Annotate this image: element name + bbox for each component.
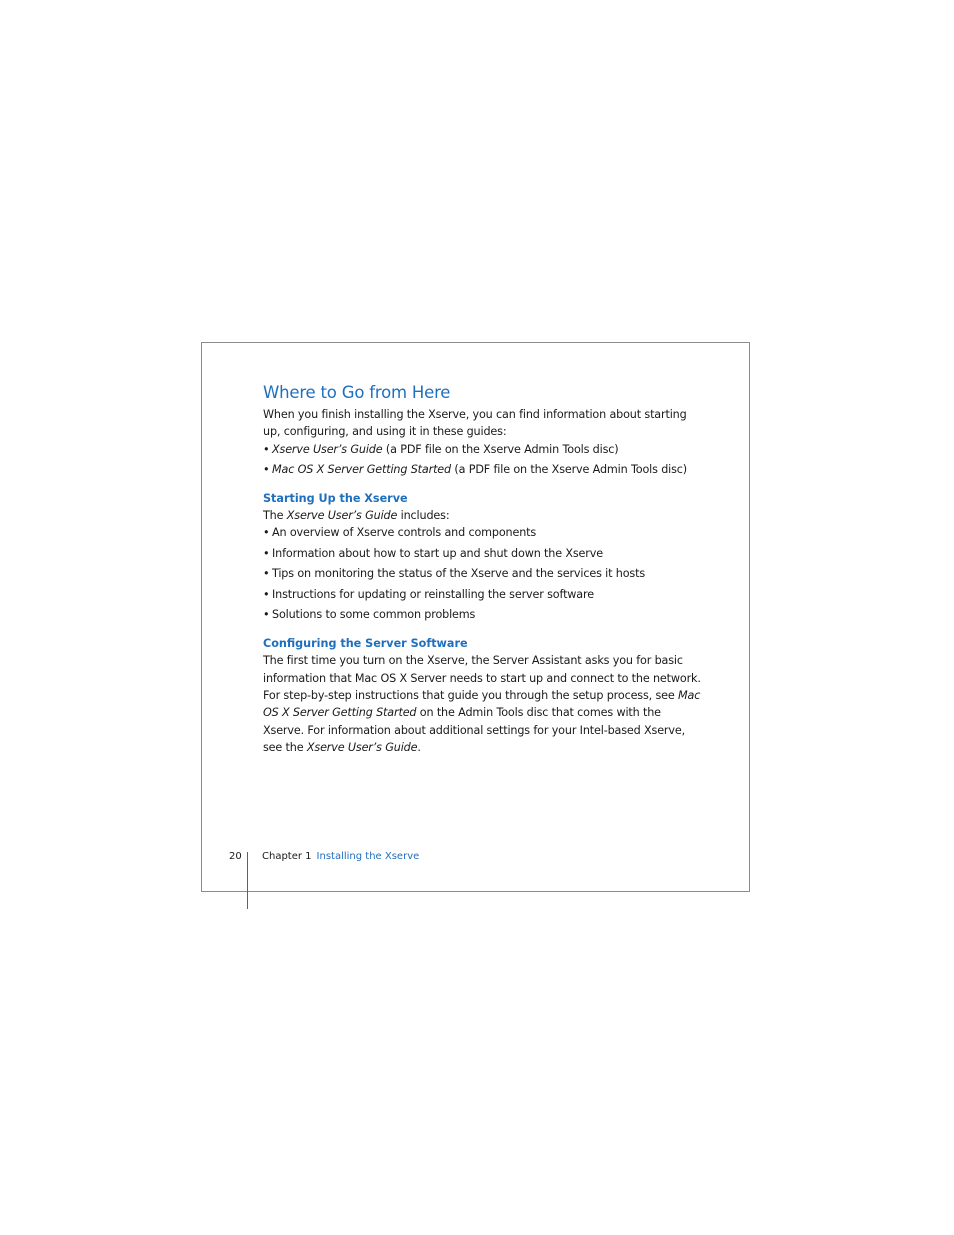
list-item	[263, 565, 703, 582]
guide-description: (a PDF file on the Xserve Admin Tools disc)	[382, 442, 619, 456]
list-item	[263, 524, 703, 541]
list-item	[263, 441, 703, 458]
list-item-text: Tips on monitoring the status of the Xserve and the services it hosts	[272, 567, 646, 581]
page-number: 20	[229, 851, 242, 862]
intro-text: includes:	[397, 509, 450, 523]
bullet-icon: •	[263, 442, 270, 456]
bullet-icon: •	[263, 546, 270, 560]
chapter-title: Installing the Xserve	[316, 851, 420, 862]
configuring-paragraph	[263, 652, 703, 756]
page-content	[263, 382, 703, 756]
list-item	[263, 606, 703, 623]
bullet-icon: •	[263, 587, 270, 601]
guides-list	[263, 441, 703, 479]
paragraph-text: .	[417, 740, 421, 754]
chapter-label: Chapter 1	[262, 851, 312, 862]
list-item-text: An overview of Xserve controls and components	[272, 526, 537, 540]
bullet-icon: •	[263, 608, 270, 622]
section-heading-where-to-go: Where to Go from Here	[263, 383, 451, 402]
bullet-icon: •	[263, 567, 270, 581]
guide-title: Mac OS X Server Getting Started	[272, 463, 451, 477]
list-item-text: Instructions for updating or reinstalling the server software	[272, 587, 594, 601]
bullet-icon: •	[263, 463, 270, 477]
section-heading-configuring: Configuring the Server Software	[263, 637, 468, 651]
paragraph-text: The first time you turn on the Xserve, the Server Assistant asks you for basic information that Mac OS X Server needs to start up and connect to the network. For step-by-step instructions that guide you through the setup process, see	[263, 654, 701, 702]
includes-list	[263, 524, 703, 623]
list-item	[263, 461, 703, 478]
guide-title: Xserve User’s Guide	[306, 740, 418, 754]
guide-title: Mac OS X Server Getting Started	[263, 688, 701, 720]
list-item-text: Information about how to start up and shut down the Xserve	[272, 546, 603, 560]
section-intro-paragraph: When you finish installing the Xserve, you can find information about starting up, configuring, and using it in these guides:	[263, 408, 687, 439]
footer-chapter	[262, 850, 419, 864]
list-item-text: Solutions to some common problems	[272, 608, 476, 622]
paragraph-text: on the Admin Tools disc that comes with the Xserve. For information about additional settings for your Intel-based Xserve, see the	[263, 706, 685, 754]
bullet-icon: •	[263, 526, 270, 540]
list-item	[263, 586, 703, 603]
list-item	[263, 545, 703, 562]
footer-divider	[247, 852, 248, 909]
intro-text: The	[263, 509, 287, 523]
section-heading-starting-up: Starting Up the Xserve	[263, 492, 408, 506]
section-intro-paragraph	[263, 507, 703, 524]
guide-title: Xserve User’s Guide	[272, 442, 383, 456]
guide-description: (a PDF file on the Xserve Admin Tools disc)	[451, 463, 687, 477]
guide-title: Xserve User’s Guide	[286, 509, 398, 523]
